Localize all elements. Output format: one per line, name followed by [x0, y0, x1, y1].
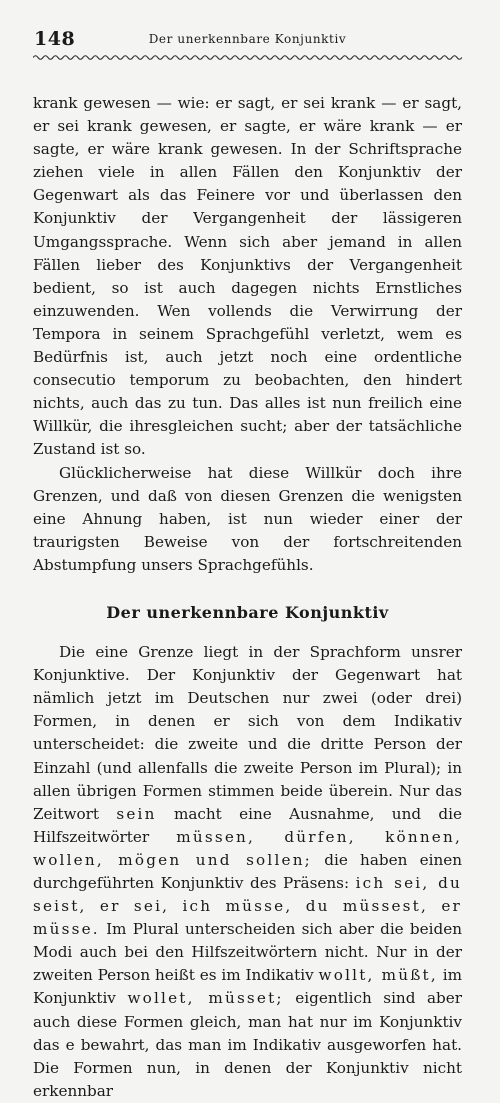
body-text: [33, 92, 462, 1103]
text-run: Im Plural unterscheiden sich aber die beiden Modi auch bei den Hilfszeitwörtern nicht. Nur in der zweiten Person heißt es im Indikativ: [33, 920, 462, 985]
text-run: im Konjunktiv: [33, 966, 463, 1008]
emphasis-modals: müssen, dürfen, können, wollen, mögen und sollen;: [33, 827, 462, 869]
text-run: die haben einen durchgeführten Konjunktiv des Präsens:: [33, 850, 462, 892]
text-run: Die eine Grenze liegt in der Sprachform unsrer Konjunktive. Der Konjunktiv der Gegenwart hat nämlich jetzt im Deutschen nur zwei (oder drei) Formen, in denen er sich von dem Indikativ unterscheidet: die zweite und die dritte Person der Einzahl (und allenfalls die zweite Person im Plural); in allen übrigen Formen stimmen beide überein. Nur das Zeitwort: [33, 643, 462, 823]
header-rule: [33, 54, 462, 61]
section-heading: Der unerkennbare Konjunktiv: [106, 602, 389, 622]
page-number: 148: [34, 28, 76, 50]
section-paragraph: [33, 641, 462, 1103]
text-run: eigentlich sind aber auch diese Formen gleich, man hat nur im Konjunktiv das e bewahrt, das man im Indikativ ausgeworfen hat. Die Formen nun, in denen der Konjunktiv nicht erkennbar: [33, 989, 463, 1100]
emphasis-conjugation: ich sei, du seist, er sei, ich müsse, du müssest, er müsse.: [33, 874, 463, 939]
text-run: macht eine Ausnahme, und die Hilfszeitwörter: [33, 804, 462, 846]
emphasis-sein: sein: [116, 804, 157, 823]
paragraph-continuation: krank gewesen — wie: er sagt, er sei krank — er sagt, er sei krank gewesen, er sagte, er wäre krank — er sagte, er wäre krank gewesen. In der Schriftsprache ziehen viele in allen Fällen den Konjunktiv der Gegenwart als das Feinere vor und überlassen den Konjunktiv der Vergangenheit der lässigeren Umgangssprache. Wenn sich aber jemand in allen Fällen lieber des Konjunktivs der Vergangenheit bedient, so ist auch dagegen nichts Ernstliches einzuwenden. Wen vollends die Verwirrung der Tempora in seinem Sprachgefühl verletzt, wem es Bedürfnis ist, auch jetzt noch eine ordentliche consecutio temporum zu beobachten, den hindert nichts, auch das zu tun. Das alles ist nun freilich eine Willkür, die ihresgleichen sucht; aber der tatsächliche Zustand ist so.: [33, 94, 462, 459]
emphasis-wollet: wollet, müsset;: [127, 989, 284, 1008]
wavy-rule-icon: [33, 54, 462, 61]
running-head: [33, 18, 462, 48]
running-title: Der unerkennbare Konjunktiv: [148, 32, 347, 46]
paragraph: Glücklicherweise hat diese Willkür doch ihre Grenzen, und daß von diesen Grenzen die wenigsten eine Ahnung haben, ist nun wieder einer der traurigsten Beweise von der fortschreitenden Abstumpfung unsers Sprachgefühls.: [33, 463, 462, 574]
emphasis-wollt: wollt, müßt,: [318, 966, 438, 985]
